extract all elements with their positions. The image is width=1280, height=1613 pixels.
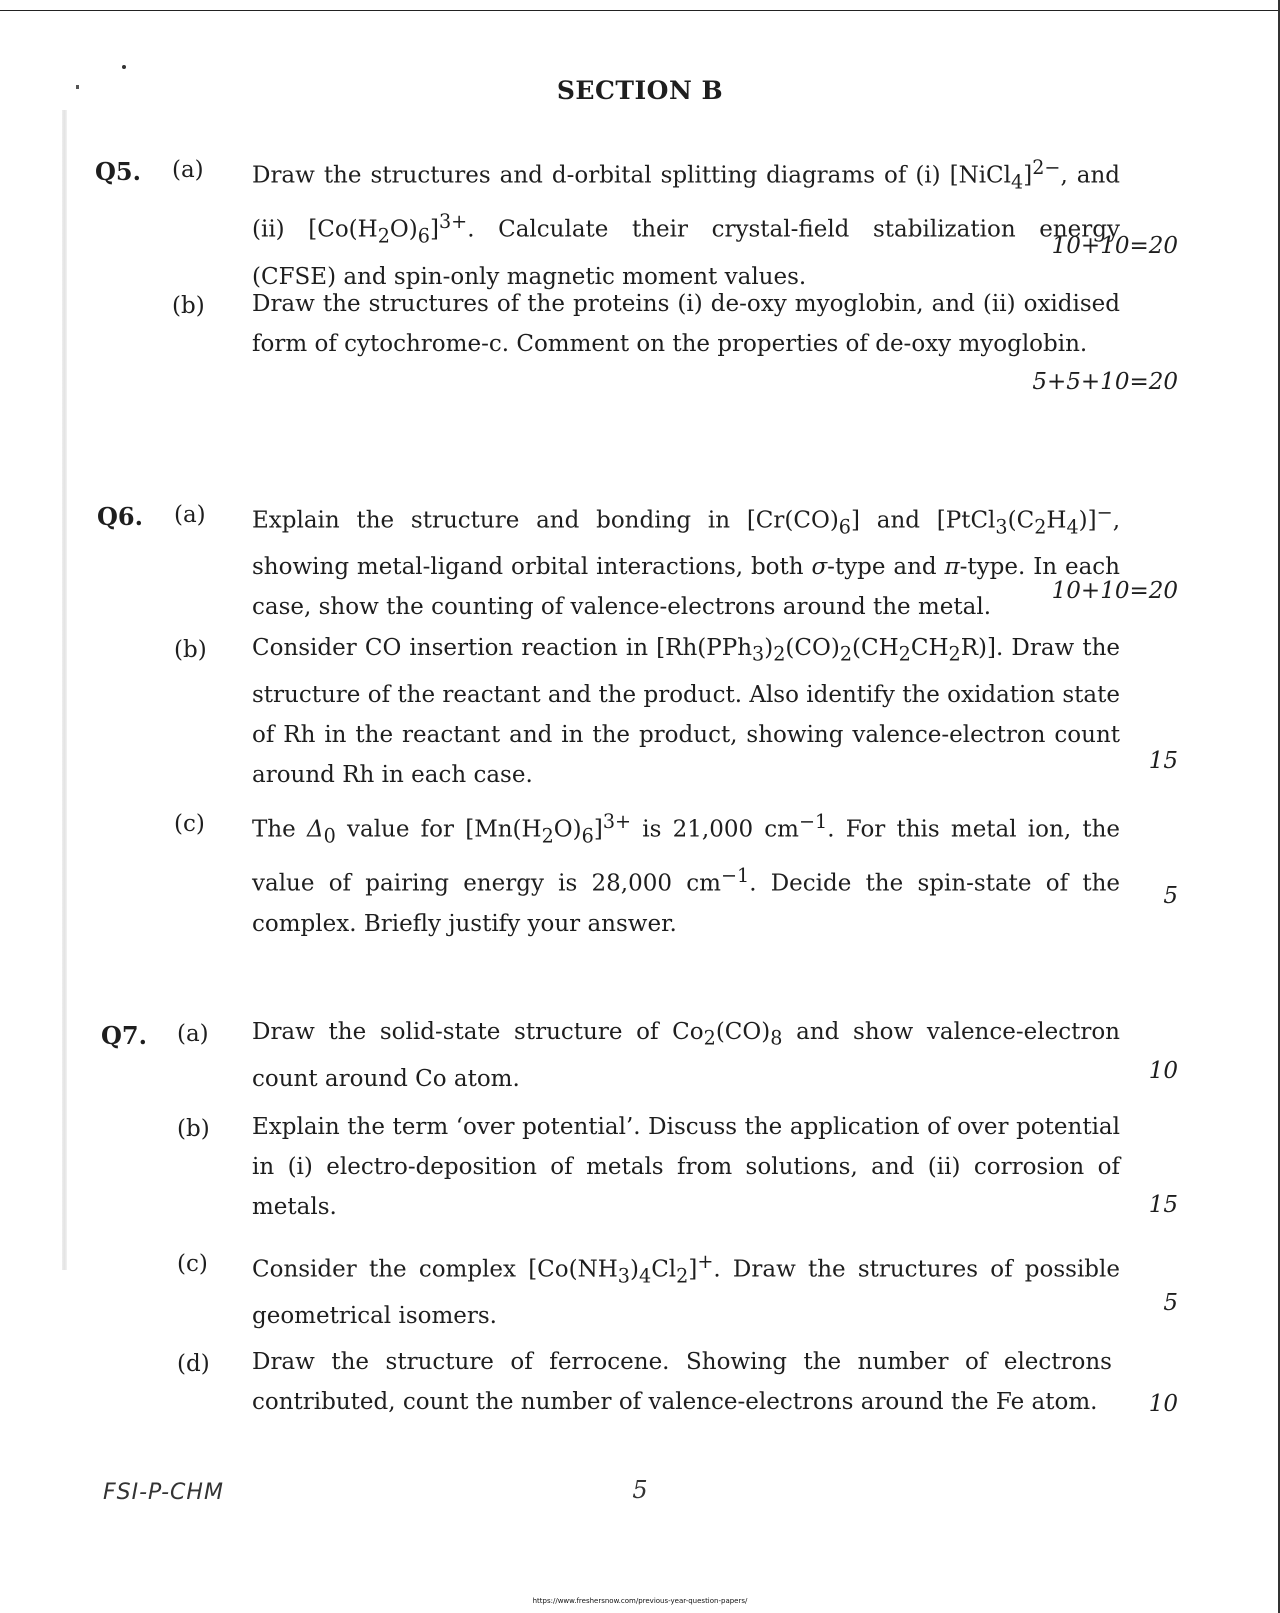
question-number-q7: Q7.: [101, 1021, 147, 1050]
question-text: Explain the term ‘over potential’. Discuss the application of over potential in (i) electro-deposition of metals from solutions, and (ii) corrosion of metals.: [252, 1114, 1120, 1220]
question-number-q6: Q6.: [97, 502, 143, 531]
question-text: Consider the complex $[Co(NH_3)_4Cl_2]^+$. Draw the structures of possible geometrical isomers.: [252, 1250, 1120, 1330]
part-label: (b): [172, 293, 205, 319]
marks: 10+10=20: [1051, 578, 1178, 604]
question-number-q5: Q5.: [95, 157, 141, 186]
question-text: Consider CO insertion reaction in $[Rh(PPh_3)_2(CO)_2(CH_2CH_2R)]$. Draw the structure of the reactant and the product. Also identify the oxidation state of Rh in the reactant and in the product, showing valence-electron count around Rh in each case.: [252, 635, 1120, 788]
question-text: The $\Delta_0$ value for $[Mn(H_2O)_6]^{3+}$ is 21,000 $cm^{-1}$. For this metal ion, the value of pairing energy is 28,000 $cm^{-1}$. Decide the spin-state of the complex. Briefly justify your answer.: [252, 810, 1121, 937]
paper-code: FSI-P-CHM: [103, 1480, 224, 1505]
marks: 5+5+10=20: [1032, 369, 1178, 395]
marks: 10+10=20: [1051, 233, 1178, 259]
part-label: (b): [177, 1116, 210, 1142]
marks: 15: [1148, 748, 1178, 774]
question-text: Draw the structure of ferrocene. Showing the number of electrons contributed, count the number of valence-electrons around the Fe atom.: [252, 1349, 1112, 1415]
part-label: (c): [174, 811, 205, 837]
marks: 10: [1148, 1391, 1178, 1417]
scan-speck: [122, 65, 126, 69]
question-text: Draw the structures of the proteins (i) de-oxy myoglobin, and (ii) oxidised form of cytochrome-c. Comment on the properties of de-oxy myoglobin.: [252, 291, 1120, 357]
marks: 15: [1148, 1192, 1178, 1218]
part-label: (c): [177, 1251, 208, 1277]
top-border-line: [0, 10, 1280, 11]
marks: 5: [1163, 1290, 1178, 1316]
part-label: (a): [172, 157, 204, 183]
question-text: Draw the solid-state structure of $Co_2(CO)_8$ and show valence-electron count around Co atom.: [252, 1019, 1120, 1092]
part-label: (a): [177, 1021, 209, 1047]
question-text: Draw the structures and d-orbital splitting diagrams of (i) [NiCl$_4$]$^{2-}$, and (ii) $[Co(H_2O)_6]^{3+}$. Calculate their crystal-field stabilization energy (CFSE) and spin-only magnetic moment values.: [252, 156, 1120, 290]
marks: 10: [1148, 1058, 1178, 1084]
question-text: Explain the structure and bonding in $[Cr(CO)_6]$ and $[PtCl_3(C_2H_4)]^-$, showing metal-ligand orbital interactions, both σ-type and π-type. In each case, show the counting of valence-electrons around the metal.: [252, 501, 1120, 621]
scan-shadow: [62, 110, 67, 1270]
page-number: 5: [632, 1476, 648, 1504]
part-label: (d): [177, 1351, 210, 1377]
part-label: (b): [174, 637, 207, 663]
source-url: https://www.freshersnow.com/previous-year-question-papers/: [532, 1597, 748, 1605]
section-title: SECTION B: [556, 76, 724, 105]
part-label: (a): [174, 502, 206, 528]
marks: 5: [1163, 883, 1178, 909]
